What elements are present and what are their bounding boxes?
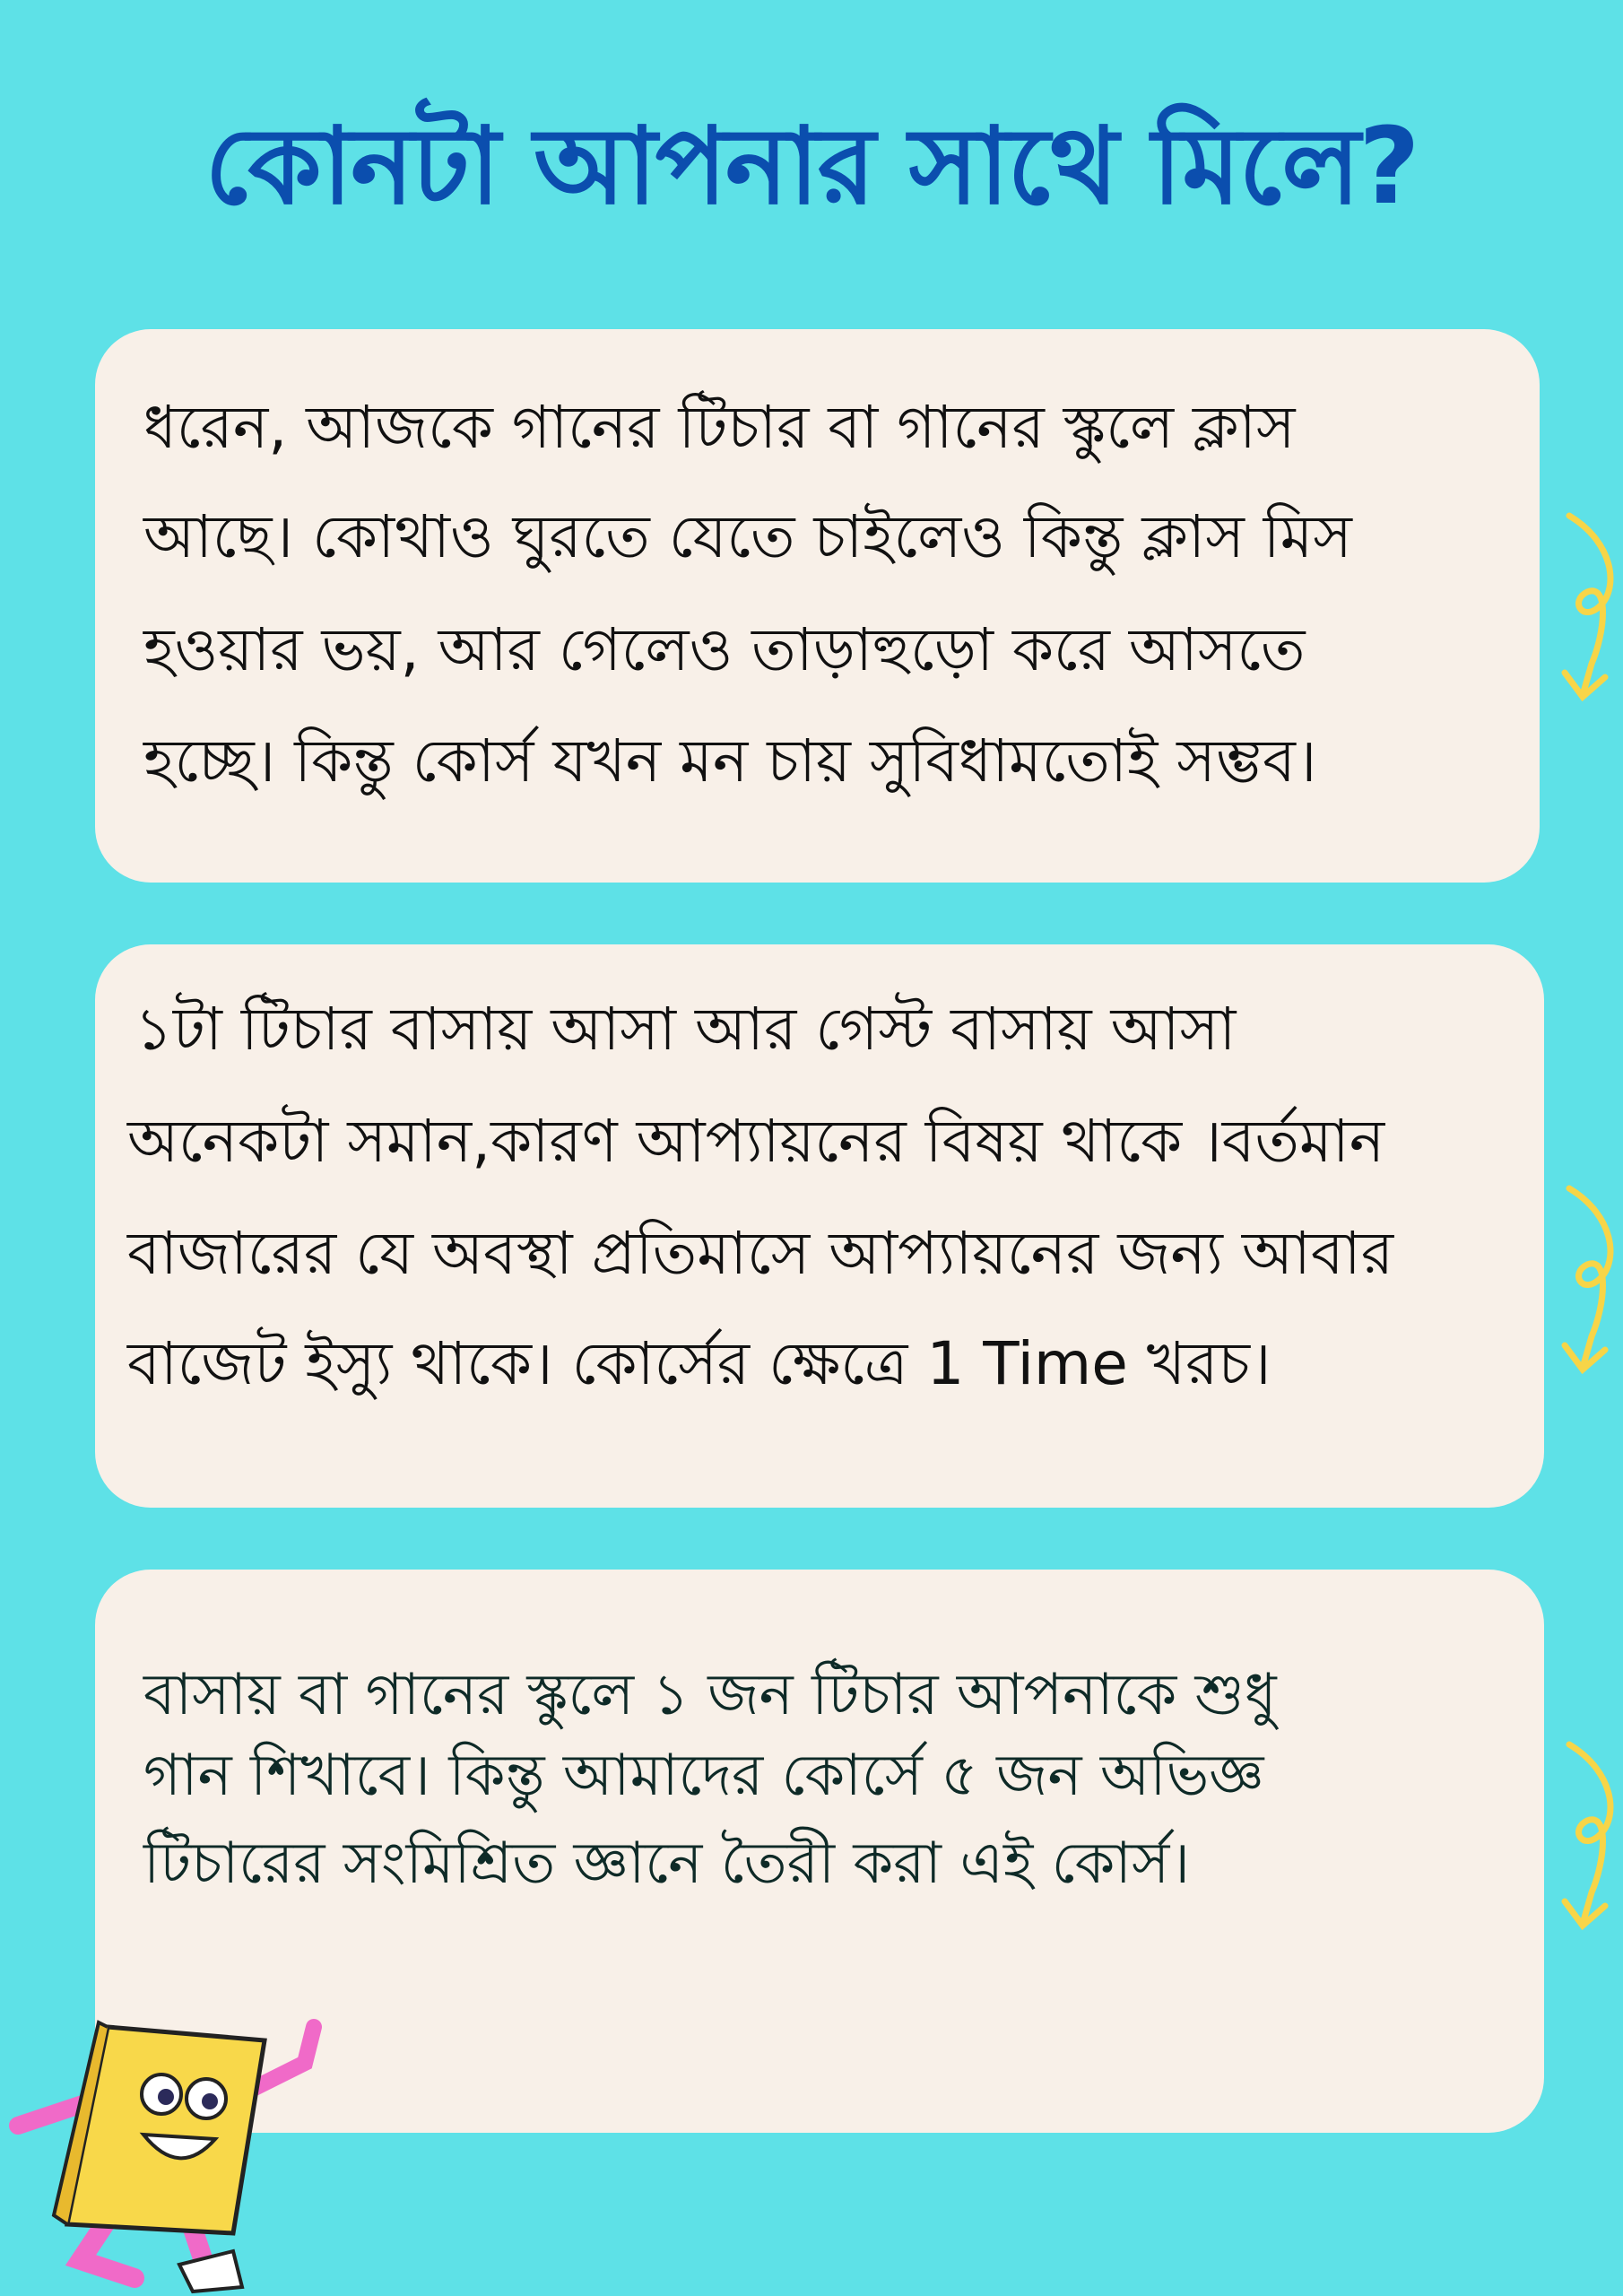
info-card-flexible-schedule: [95, 329, 1540, 883]
book-mascot-illustration: [0, 2009, 341, 2296]
card-text-line: টিচারের সংমিশ্রিত জ্ঞানে তৈরী করা এই কোর্স।: [143, 1831, 1191, 1897]
info-card-hospitality-cost: [95, 944, 1544, 1508]
curly-arrow-icon: [1551, 507, 1623, 713]
card-text-line: অনেকটা সমান,কারণ আপ্যায়নের বিষয় থাকে ।বর্তমান: [127, 1107, 1385, 1176]
card-text-line: আছে। কোথাও ঘুরতে যেতে চাইলেও কিন্তু ক্লাস মিস: [143, 502, 1352, 571]
page-title: কোনটা আপনার সাথে মিলে?: [204, 104, 1419, 228]
card-text-line: ধরেন, আজকে গানের টিচার বা গানের স্কুলে ক্লাস: [143, 393, 1296, 462]
card-text-line: বাজেট ইস্যু থাকে। কোর্সের ক্ষেত্রে 1 Time খরচ।: [127, 1329, 1271, 1398]
card-text-line: ১টা টিচার বাসায় আসা আর গেস্ট বাসায় আসা: [135, 995, 1237, 1064]
card-text-line: হচ্ছে। কিন্তু কোর্স যখন মন চায় সুবিধামতোই সম্ভব।: [143, 726, 1317, 796]
card-text-line: বাজারের যে অবস্থা প্রতিমাসে আপ্যায়নের জন্য আবার: [127, 1219, 1394, 1288]
curly-arrow-icon: [1551, 1179, 1623, 1386]
card-text-line: হওয়ার ভয়, আর গেলেও তাড়াহুড়ো করে আসতে: [143, 615, 1306, 684]
card-text-line: বাসায় বা গানের স্কুলে ১ জন টিচার আপনাকে শুধু: [143, 1662, 1277, 1728]
curly-arrow-icon: [1551, 1735, 1623, 1942]
card-text-line: গান শিখাবে। কিন্তু আমাদের কোর্সে ৫ জন অভিজ্ঞ: [143, 1743, 1264, 1809]
